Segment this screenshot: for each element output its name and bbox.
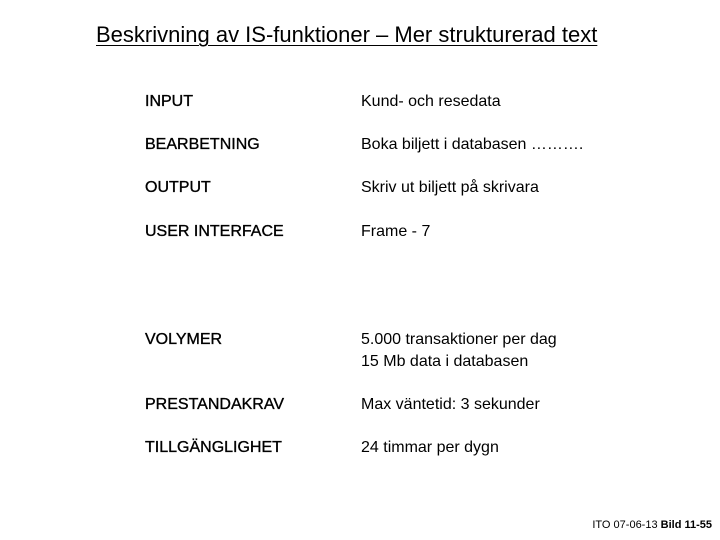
row-label-bearbetning: BEARBETNING [145,136,260,153]
row-value-text-line2: 15 Mb data i databasen [361,353,529,370]
row-value-text: Kund- och resedata [361,93,501,110]
row-label-tillganglighet: TILLGÄNGLIGHET [145,439,282,456]
row-label-input: INPUT [145,93,193,110]
footer-date: ITO 07-06-13 [592,519,661,531]
row-value-text: Frame - 7 [361,223,431,240]
row-value-volymer [361,329,557,373]
row-value-text: 5.000 transaktioner per dag [361,331,557,348]
row-label-output: OUTPUT [145,179,211,196]
row-value-input [361,91,501,113]
row-value-text: Skriv ut biljett på skrivara [361,179,539,196]
row-label-volymer: VOLYMER [145,331,223,348]
slide-footer [592,519,712,531]
row-value-text: 24 timmar per dygn [361,439,499,456]
row-label-prestandakrav: PRESTANDAKRAV [145,396,284,413]
slide-title: Beskrivning av IS-funktioner – Mer strukturerad text [96,22,598,47]
row-label-user-interface: USER INTERFACE [145,223,284,240]
row-value-text: Boka biljett i databasen ………. [361,136,584,153]
row-value-tillganglighet [361,437,499,459]
row-value-text: Max väntetid: 3 sekunder [361,396,540,413]
row-value-output [361,177,539,199]
row-value-user-interface [361,221,430,243]
footer-slide-number: Bild 11-55 [660,519,712,531]
row-value-prestandakrav [361,394,540,416]
row-value-bearbetning [361,134,583,156]
